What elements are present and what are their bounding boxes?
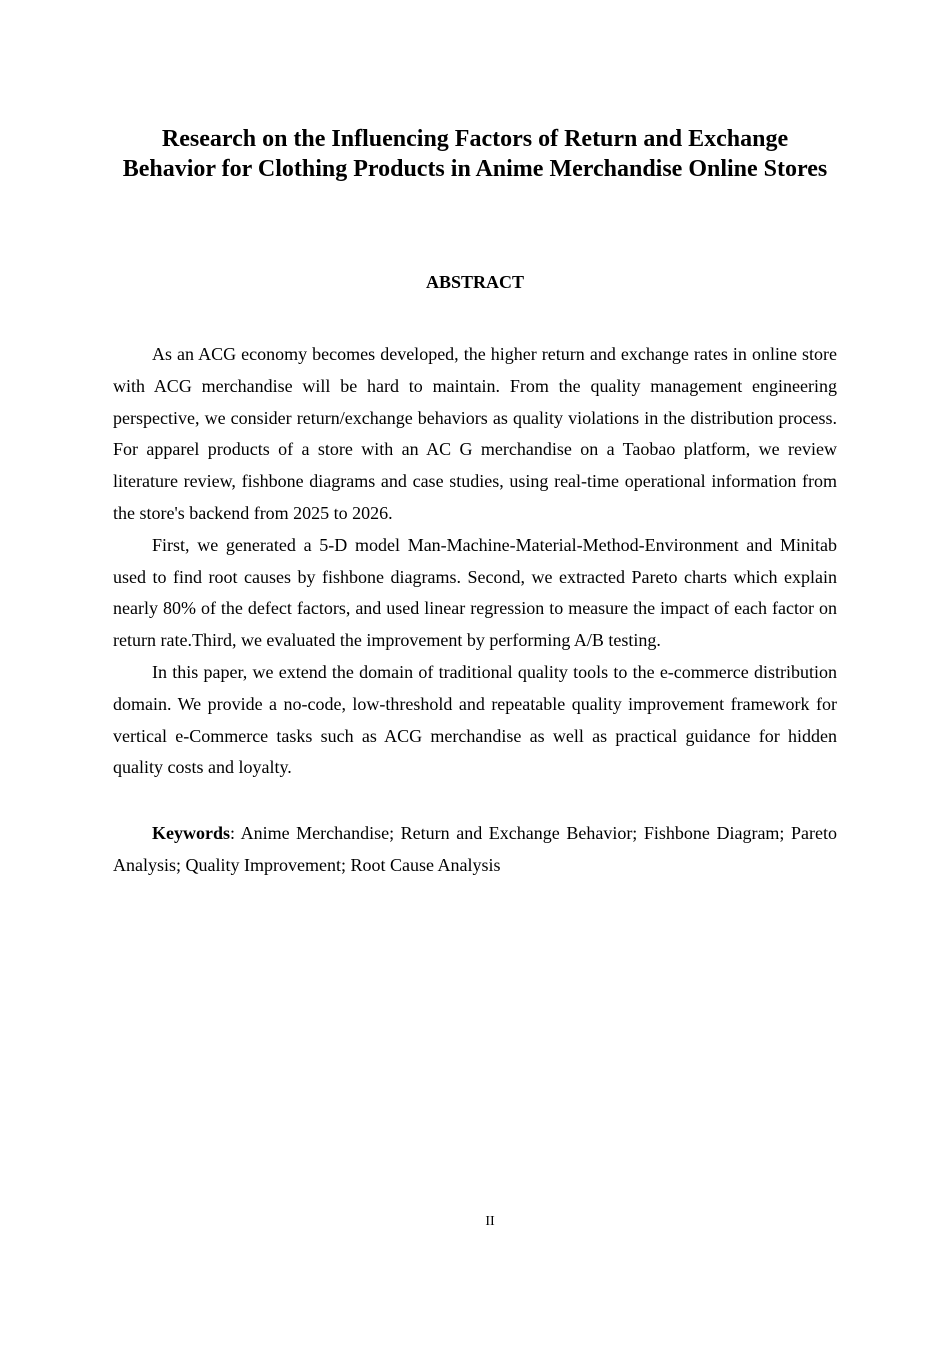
paper-title: Research on the Influencing Factors of Return and Exchange Behavior for Clothing Products in Anime Merchandise Online Stores xyxy=(122,126,828,182)
abstract-paragraph: In this paper, we extend the domain of traditional quality tools to the e-commerce distribution domain. We provide a no-code, low-threshold and repeatable quality improvement framework for vertical e-Commerce tasks such as ACG merchandise as well as practical guidance for hidden quality costs and loyalty. xyxy=(113,661,837,778)
abstract-paragraph: First, we generated a 5-D model Man-Machine-Material-Method-Environment and Minitab used to find root causes by fishbone diagrams. Second, we extracted Pareto charts which explain nearly 80% of the defect factors, and used linear regression to measure the impact of each factor on return rate.Third, we evaluated the improvement by performing A/B testing. xyxy=(113,534,837,651)
keywords-line xyxy=(113,818,837,882)
abstract-body xyxy=(113,339,837,784)
page-number: II xyxy=(485,1214,495,1229)
keywords-list: : Anime Merchandise; Return and Exchange Behavior; Fishbone Diagram; Pareto Analysis; Quality Improvement; Root Cause Analysis xyxy=(113,823,837,875)
keywords-label: Keywords xyxy=(152,823,230,843)
abstract-heading: ABSTRACT xyxy=(425,272,525,292)
abstract-paragraph: As an ACG economy becomes developed, the higher return and exchange rates in online store with ACG merchandise will be hard to maintain. From the quality management engineering perspective, we consider return/exchange behaviors as quality violations in the distribution process. For apparel products of a store with an AC G merchandise on a Taobao platform, we review literature review, fishbone diagrams and case studies, using real-time operational information from the store's backend from 2025 to 2026. xyxy=(113,344,837,523)
